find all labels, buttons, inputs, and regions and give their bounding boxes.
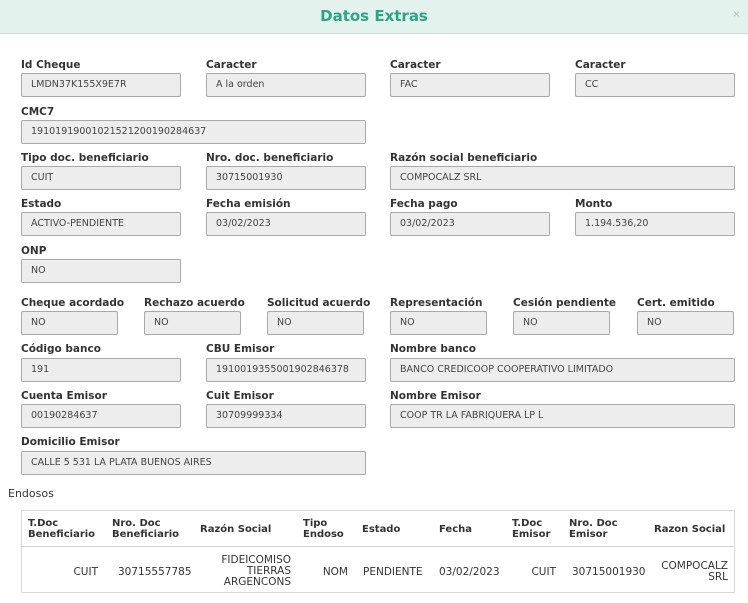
header-text: T.Doc — [28, 518, 59, 529]
nombre-banco-label: Nombre banco — [390, 343, 476, 355]
rechazo-acuerdo-label: Rechazo acuerdo — [144, 297, 245, 309]
cell-text: COMPOCALZ — [661, 560, 728, 572]
header-text: Nro. Doc — [569, 518, 618, 529]
nro-doc-beneficiario-field[interactable]: 30715001930 — [206, 166, 366, 190]
solicitud-acuerdo-field[interactable]: NO — [267, 311, 364, 335]
header-nrodoc-beneficiario — [112, 518, 179, 540]
cert-emitido-label: Cert. emitido — [637, 297, 715, 309]
caracter-label-3: Caracter — [575, 59, 626, 71]
cuenta-emisor-label: Cuenta Emisor — [21, 390, 107, 402]
cell-tdoc-emisor: CUIT — [531, 566, 556, 578]
close-icon[interactable]: × — [732, 7, 740, 21]
cell-text: SRL — [708, 571, 728, 583]
razon-social-beneficiario-label: Razón social beneficiario — [390, 152, 538, 164]
header-text: Emisor — [569, 529, 608, 540]
header-text: Nro. Doc — [112, 518, 161, 529]
monto-field[interactable]: 1.194.536,20 — [575, 212, 735, 236]
cell-nrodoc-emisor: 30715001930 — [572, 566, 646, 578]
cheque-acordado-field[interactable]: NO — [21, 311, 118, 335]
cmc7-field[interactable]: 19101919001021521200190284637 — [21, 120, 366, 144]
nombre-emisor-field[interactable]: COOP TR LA FABRIQUERA LP L — [390, 404, 735, 428]
tipo-doc-beneficiario-label: Tipo doc. beneficiario — [21, 152, 149, 164]
cbu-emisor-label: CBU Emisor — [206, 343, 275, 355]
nombre-emisor-label: Nombre Emisor — [390, 390, 481, 402]
header-text: Tipo — [303, 518, 328, 529]
nro-doc-beneficiario-label: Nro. doc. beneficiario — [206, 152, 334, 164]
header-tipo-endoso — [303, 518, 344, 540]
header-fecha: Fecha — [439, 524, 473, 535]
cell-nrodoc-beneficiario: 30715557785 — [118, 566, 192, 578]
caracter-field-3[interactable]: CC — [575, 73, 735, 97]
header-razon-social-emisor: Razon Social — [654, 524, 726, 535]
modal-title: Datos Extras — [320, 7, 428, 25]
cuit-emisor-field[interactable]: 30709999334 — [206, 404, 366, 428]
endosos-section-title: Endosos — [8, 487, 54, 500]
solicitud-acuerdo-label: Solicitud acuerdo — [267, 297, 371, 309]
modal-header — [0, 0, 748, 34]
domicilio-emisor-field[interactable]: CALLE 5 531 LA PLATA BUENOS AIRES — [21, 451, 366, 475]
caracter-label-1: Caracter — [206, 59, 257, 71]
cell-estado: PENDIENTE — [363, 566, 423, 578]
cuit-emisor-label: Cuit Emisor — [206, 390, 274, 402]
header-estado: Estado — [362, 524, 401, 535]
header-text: Beneficiario — [28, 529, 96, 540]
caracter-label-2: Caracter — [390, 59, 441, 71]
table-row — [22, 547, 734, 592]
razon-social-beneficiario-field[interactable]: COMPOCALZ SRL — [390, 166, 735, 190]
cert-emitido-field[interactable]: NO — [637, 311, 734, 335]
fecha-emision-label: Fecha emisión — [206, 198, 291, 210]
cmc7-label: CMC7 — [21, 106, 55, 118]
cesion-pendiente-field[interactable]: NO — [513, 311, 610, 335]
cell-text: ARGENCONS — [223, 576, 291, 588]
fecha-emision-field[interactable]: 03/02/2023 — [206, 212, 366, 236]
header-razon-social: Razón Social — [200, 524, 272, 535]
header-tdoc-beneficiario — [28, 518, 95, 540]
codigo-banco-label: Código banco — [21, 343, 101, 355]
caracter-field-2[interactable]: FAC — [390, 73, 550, 97]
domicilio-emisor-label: Domicilio Emisor — [21, 436, 120, 448]
estado-field[interactable]: ACTIVO-PENDIENTE — [21, 212, 181, 236]
onp-field[interactable]: NO — [21, 259, 181, 283]
endosos-table-header — [22, 511, 734, 547]
cell-razon-social-emisor — [652, 561, 728, 583]
caracter-field-1[interactable]: A la orden — [206, 73, 366, 97]
codigo-banco-field[interactable]: 191 — [21, 358, 181, 382]
fecha-pago-field[interactable]: 03/02/2023 — [390, 212, 550, 236]
cell-text: FIDEICOMISO — [221, 554, 291, 566]
header-tdoc-emisor — [512, 518, 550, 540]
tipo-doc-beneficiario-field[interactable]: CUIT — [21, 166, 181, 190]
onp-label: ONP — [21, 245, 47, 257]
fecha-pago-label: Fecha pago — [390, 198, 458, 210]
cheque-acordado-label: Cheque acordado — [21, 297, 125, 309]
cell-razon-social — [202, 555, 291, 588]
header-text: Emisor — [512, 529, 551, 540]
header-text: Beneficiario — [112, 529, 180, 540]
cell-tipo-endoso: NOM — [322, 566, 348, 578]
cuenta-emisor-field[interactable]: 00190284637 — [21, 404, 181, 428]
monto-label: Monto — [575, 198, 613, 210]
header-text: T.Doc — [512, 518, 543, 529]
nombre-banco-field[interactable]: BANCO CREDICOOP COOPERATIVO LIMITADO — [390, 358, 735, 382]
header-text: Endoso — [303, 529, 344, 540]
representacion-field[interactable]: NO — [390, 311, 487, 335]
cell-fecha: 03/02/2023 — [439, 566, 500, 578]
cell-text: TIERRAS — [246, 565, 291, 577]
header-nrodoc-emisor — [569, 518, 618, 540]
rechazo-acuerdo-field[interactable]: NO — [144, 311, 241, 335]
cell-tdoc-beneficiario: CUIT — [73, 566, 98, 578]
cbu-emisor-field[interactable]: 1910019355001902846378 — [206, 358, 366, 382]
representacion-label: Representación — [390, 297, 483, 309]
estado-label: Estado — [21, 198, 62, 210]
id-cheque-label: Id Cheque — [21, 59, 81, 71]
endosos-table — [21, 510, 735, 593]
cesion-pendiente-label: Cesión pendiente — [513, 297, 616, 309]
id-cheque-field[interactable]: LMDN37K155X9E7R — [21, 73, 181, 97]
